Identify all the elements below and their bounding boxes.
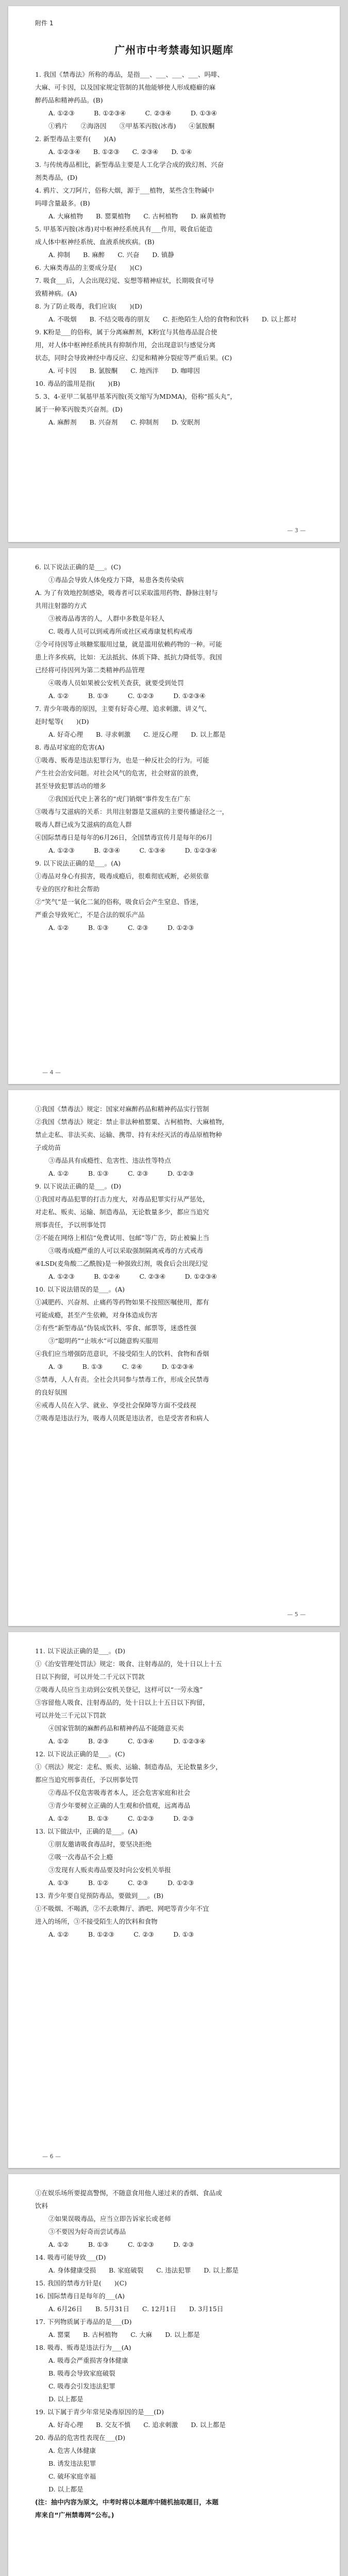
answer-options-line: ③不要因为好奇而尝试毒品 xyxy=(48,2228,126,2235)
question-text-line: 刑事责任，予以刑事处罚 xyxy=(35,1221,106,1229)
question-text-line: 14. 吸毒可能导致___(D) xyxy=(35,2253,106,2261)
answer-options-line: ②毒品不仅危害吸毒者本人，还会危害家庭和社会 xyxy=(48,1789,191,1797)
question-text-line: ①减肥药、兴奋剂、止痛药等药物如果不按照医嘱使用，都有 xyxy=(35,1298,209,1306)
page-2-body xyxy=(35,561,313,986)
answer-options-line: A. ①②③ B. ②③④ C. ①③④ D. ①②③④ xyxy=(48,846,217,854)
question-text-line: 都应当追究刑事责任，予以刑事处罚 xyxy=(35,1776,139,1784)
question-text-line: ①毒品对身心有损害，吸毒成瘾后，很难彻底戒断，必须依靠 xyxy=(35,872,209,880)
answer-options-line: A. 罂粟 B. 古柯植物 C. 大麻 D. 以上都是 xyxy=(48,2331,200,2338)
answer-options-line: A. 好奇心理 B. 交友不慎 C. 追求刺激 D. 以上都是 xyxy=(48,2421,226,2429)
answer-options-line: A. 危害人体健康 xyxy=(48,2447,96,2454)
question-text-line: 1. 我国《禁毒法》所称的毒品，是指___、___、___、___、吗啡、 xyxy=(35,71,224,78)
question-text-line: ②令可待因等止咳糖浆服用过量，就是滥用依赖药物的一种。可能 xyxy=(35,640,222,648)
answer-options-line: A. ①③ B. ①② C. ②③ D. ①②③ xyxy=(48,1879,194,1887)
annex-label: 附件 1 xyxy=(35,20,54,27)
question-text-line xyxy=(35,1992,313,2005)
question-text-line xyxy=(35,480,313,493)
question-text-line: 16. 国际禁毒日是每年的___(A) xyxy=(35,2292,125,2300)
answer-options-line: ①朋友邀请吸食毒品时，要坚决拒绝 xyxy=(48,1840,152,1848)
page-number: — 6 — xyxy=(42,2153,61,2160)
question-text-line: ②有些“新型毒品”伪装成饮料、零食、邮票等，迷惑性强 xyxy=(35,1324,196,1332)
question-text-line: 15. 我国的禁毒方针是( )(C) xyxy=(35,2279,127,2287)
question-text-line xyxy=(35,2044,313,2057)
question-text-line: 用，对人体中枢神经系统具有抑制作用，会出现意识与感觉分离 xyxy=(35,341,216,349)
question-text-line: 患上许多疾病，比如：无法抵抗、体质下降、抵抗力降低等。我国 xyxy=(35,653,222,661)
answer-options-line: A. 6月26日 B. 5月31日 C. 12月1日 D. 3月15日 xyxy=(48,2305,224,2313)
question-text-line: A. 为了有效地控制感染，吸毒者可以采取滥用药物、静脉注射与 xyxy=(35,589,218,597)
question-text-line: ①不吸烟、不喝酒，②不去歌舞厅、酒吧、网吧等青少年不宜 xyxy=(35,1905,209,1912)
question-text-line: 9. 以下说法正确的是___。(D) xyxy=(35,1182,121,1190)
question-text-line: 的良好氛围 xyxy=(35,1388,68,1396)
question-text-line xyxy=(35,1450,313,1463)
question-text-line: 大麻、可卡因，以及国家规定管制的其他能够使人形成瘾癖的麻 xyxy=(35,83,216,91)
page-number: — 3 — xyxy=(287,527,306,534)
question-text-line xyxy=(35,1502,313,1515)
question-text-line xyxy=(35,2521,313,2534)
page-1-body xyxy=(35,68,313,493)
answer-options-line: A. ①② B. ①③ C. ①②③ D. ②③ xyxy=(48,2241,194,2248)
answer-options-line: A. 不吸烟 B. 不结交吸毒的朋友 C. 拒绝陌生人给的食物和饮料 D. 以上都对 xyxy=(48,315,297,323)
question-text-line: 11. 以下说法正确的是___。(D) xyxy=(35,1647,125,1655)
question-text-line: 8. 为了防止吸毒，我们应该( )(D) xyxy=(35,302,142,310)
question-text-line: 18. 吸毒、贩毒是违法行为___(A) xyxy=(35,2344,131,2351)
question-text-line xyxy=(35,1954,313,1967)
question-text-line: 吸毒人群已成为艾滋病的高危人群 xyxy=(35,821,132,828)
question-text-line: 严重会导致死亡，不是合法的娱乐产品 xyxy=(35,911,145,919)
question-text-line: 9. K粉是___的俗称，属于分离麻醉剂，K粉宜与其他毒品混合使 xyxy=(35,328,218,336)
document-page-3 xyxy=(8,1090,340,1626)
page-5-body xyxy=(35,2187,313,2576)
question-text-line xyxy=(35,1463,313,1476)
page-number: — 4 — xyxy=(42,1069,61,1076)
question-text-line: 甚至导致犯罪活动的增多 xyxy=(35,782,106,790)
question-text-line: 属于一种苯丙胺类兴奋剂。(D) xyxy=(35,405,123,413)
answer-options-line: C. 吸毒人员可以到戒毒所或社区戒毒康复机构戒毒 xyxy=(48,628,193,635)
question-text-line xyxy=(35,442,313,454)
answer-options-line: ③青少年要树立正确的人生观和价值观，远离毒品 xyxy=(48,1802,191,1809)
question-text-line: 可能成瘾，甚至产生依赖，对身体造成伤害 xyxy=(35,1311,158,1319)
question-text-line xyxy=(35,2560,313,2573)
question-text-line: 吗啡含量最多。(B) xyxy=(35,199,90,207)
question-text-line: 共用注射器的方式 xyxy=(35,602,87,609)
document-page-2 xyxy=(8,548,340,1084)
question-text-line: 6. 以下说法正确的是___。(C) xyxy=(35,563,121,571)
question-text-line xyxy=(35,973,313,986)
answer-options-line: ②我国近代史上著名的“虎门销烟”事件发生在广东 xyxy=(48,795,191,803)
question-text-line xyxy=(35,454,313,467)
question-text-line: ②吸毒人员应当主动到公安机关登记，这样可以“一劳永逸” xyxy=(35,1686,203,1693)
question-text-line xyxy=(35,1515,313,1528)
question-text-line: 饮料 xyxy=(35,2202,48,2210)
answer-options-line: ①鸦片 ②海洛因 ③甲基苯丙胺(冰毒) ④氯胺酮 xyxy=(48,122,215,130)
question-text-line: 进入的场所，③不接受陌生人的饮料和食物 xyxy=(35,1918,158,1925)
question-text-line: ①我国《禁毒法》规定：国家对麻醉药品和精神药品实行管制 xyxy=(35,1105,209,1113)
answer-options-line: A. ①②③④ B. ①②③ C. ②③④ D. ①④ xyxy=(48,148,192,156)
question-text-line: 17. 下列物质属于毒品的是___(D) xyxy=(35,2318,132,2326)
answer-options-line: A. 好奇心理 B. 寻求刺激 C. 逆反心理 D. 以上都是 xyxy=(48,731,226,738)
question-text-line: ①《刑法》规定：走私、贩卖、运输、制造毒品，无论数量多少， xyxy=(35,1763,222,1771)
question-text-line xyxy=(35,2031,313,2044)
question-text-line: 产生社会治安问题。对社会风气的危害，社会财富的浪费， xyxy=(35,769,203,777)
question-text-line: ②不能在网络上相信“免费试用、包邮”等广告，防止被骗上当 xyxy=(35,1234,209,1242)
question-text-line: 专业的医疗和社会帮助 xyxy=(35,885,100,893)
answer-options-line: A. ①② B. ①③ C. ①②③ D. ②③ xyxy=(48,1815,194,1822)
question-text-line: 5. 3、4-亚甲二氧基甲基苯丙胺(英文缩写为MDMA)，俗称“摇头丸”， xyxy=(35,393,237,400)
question-text-line: ④LSD(麦角酸二乙酰胺)是一种强致幻剂，吸食后会出现幻觉 xyxy=(35,1260,208,1267)
question-text-line xyxy=(35,1979,313,1992)
question-text-line xyxy=(35,2534,313,2547)
question-text-line: 3. 与传统毒品相比，新型毒品主要是人工化学合成的致幻剂、兴奋 xyxy=(35,161,224,168)
page-3-body xyxy=(35,1103,313,1528)
question-text-line xyxy=(35,947,313,960)
answer-options-line: ①毒品会导致人体免疫力下降，易患各类传染病 xyxy=(48,576,184,584)
question-text-line: 7. 青少年吸毒的原因，主要有好奇心理、追求刺激、讲义气、 xyxy=(35,705,211,713)
question-text-line: 对走私、贩卖、运输、制造毒品，无论数量多少，都应当追究 xyxy=(35,1208,209,1216)
question-text-line: 状态，同时会导致神经中毒反应、幻觉和精神分裂症等严重后果。(C) xyxy=(35,354,232,362)
question-text-line: ⑤禁毒，人人有责。全社会共同参与禁毒工作，形成全民禁毒 xyxy=(35,1376,209,1383)
answer-options-line: A. ①② B. ①③ C. ②③ D. ①②③ xyxy=(48,1170,194,1177)
question-text-line: 7. 吸食___后，人会出现幻觉、妄想等精神症状，长期吸食可导 xyxy=(35,277,214,284)
question-text-line: 赶时髦等( )(D) xyxy=(35,718,89,725)
answer-options-line: D. 以上都是 xyxy=(48,2395,84,2403)
question-text-line: ⑦吸毒是违法行为，吸毒人员既是违法者，也是受害者和病人 xyxy=(35,1414,209,1422)
answer-options-line: A. 身体健康受损 B. 家庭破裂 C. 违法犯罪 D. 以上都是 xyxy=(48,2266,239,2274)
document-title: 广州市中考禁毒知识题库 xyxy=(114,44,234,56)
answer-options-line: A. ①②③ B. ①②③④ C. ②③④ D. ①③④ xyxy=(48,109,217,117)
question-text-line: ①我国对毒品犯罪的打击力度大，对毒品犯罪实行从严惩处， xyxy=(35,1195,209,1203)
question-text-line: 12. 以下说法正确的是___。(C) xyxy=(35,1750,125,1758)
question-text-line xyxy=(35,1425,313,1437)
question-text-line: ④国际禁毒日是每年的6月26日，全国禁毒宣传月是每年的6月 xyxy=(35,834,213,841)
question-text-line: 13. 以下做法中，正确的是___。(A) xyxy=(35,1827,138,1835)
question-text-line xyxy=(35,2018,313,2031)
question-text-line: 可以并处三千元以下罚款 xyxy=(35,1711,106,1719)
answer-options-line: A. ①② B. ②③ C. ①③④ D. ①②③④ xyxy=(48,1737,206,1745)
question-text-line xyxy=(35,1437,313,1450)
question-text-line: 8. 毒品对家庭的危害(A) xyxy=(35,743,105,751)
question-text-line: ①吸毒、贩毒是违法犯罪行为，也是一种反社会的行为。可能 xyxy=(35,756,209,764)
question-text-line: 致精神病。(A) xyxy=(35,290,77,297)
answer-options-line: ③吸毒成瘾严重的人可以采取强制隔离戒毒的方式戒毒 xyxy=(48,1247,204,1255)
answer-options-line: ③被毒品毒害的人，人群中多数是年轻人 xyxy=(48,615,165,622)
answer-options-line: C. 吸毒会引发违法犯罪 xyxy=(48,2382,115,2390)
page-number: — 5 — xyxy=(287,1611,306,1618)
answer-options-line: ④吸毒人员如果被公安机关查获，就要受到处罚 xyxy=(48,679,184,687)
question-text-line: 6. 大麻类毒品的主要成分是( )(C) xyxy=(35,264,142,272)
answer-options-line: A. 吸毒会严重损害身体健康 xyxy=(48,2357,128,2364)
question-text-line: 禁止走私、非法买卖、运输、携带、持有未经灭活的毒品原植物种 xyxy=(35,1131,222,1139)
question-text-line: 19. 以下属于青少年常见染毒原因的是___(D) xyxy=(35,2408,164,2416)
question-text-line: 9. 以下说法正确的是___。(A) xyxy=(35,859,121,867)
question-text-line xyxy=(35,960,313,973)
answer-options-line: ④国家管制的麻醉药品和精神药品不能随意买卖 xyxy=(48,1724,184,1732)
answer-options-line: A. 抑制 B. 麻醉 C. 兴奋 D. 镇静 xyxy=(48,251,174,259)
answer-options-line: ③毒品具有成瘾性、危害性、违法性等特点 xyxy=(48,1157,171,1164)
question-text-line: 醉药品和精神药品。(B) xyxy=(35,96,103,104)
question-text-line: ①《治安管理处罚法》规定：吸食、注射毒品的，处十日以上十五 xyxy=(35,1660,222,1668)
question-text-line: ⑥戒毒人员在入学、就业、享受社会保障等方面不受歧视 xyxy=(35,1401,196,1409)
question-text-line: ④我们应当增强防范意识，不接受陌生人的饮料、食物和香烟 xyxy=(35,1350,209,1358)
document-page-5 xyxy=(8,2174,340,2576)
question-text-line xyxy=(35,1489,313,1502)
answer-options-line: A. ③ B. ①③ C. ②④ D. ①②③④ xyxy=(48,1363,194,1370)
question-text-line: 4. 鸦片、文刀阿片，俗称大烟，源于___植物，某些含生物碱中 xyxy=(35,187,214,194)
answer-options-line: B. 诱发违法犯罪 xyxy=(48,2460,96,2467)
answer-options-line: A. 麻醉剂 B. 兴奋剂 C. 抑制剂 D. 安眠剂 xyxy=(48,418,200,426)
question-text-line: ③吸毒与艾滋病的关系：共用注射器是艾滋病的主要传播途径之一， xyxy=(35,808,229,816)
question-text-line: 5. 甲基苯丙胺(冰毒)对中枢神经系统具有___作用，吸食后能造 xyxy=(35,225,213,233)
answer-options-line: D. 以上都是 xyxy=(48,2485,84,2493)
question-text-line: 13. 青少年要自觉预防毒品，要做到___。(B) xyxy=(35,1892,164,1900)
document-page-4 xyxy=(8,1632,340,2168)
question-text-line: ②我国《禁毒法》规定：禁止非法种植罂粟、古柯植物、大麻植物， xyxy=(35,1118,229,1126)
question-text-line: 日以下拘留，可以并处二千元以下罚款 xyxy=(35,1673,145,1681)
page-4-body xyxy=(35,1645,313,2070)
footnote-line: 库来自“广州禁毒网”公布。) xyxy=(35,2511,114,2519)
question-text-line xyxy=(35,2547,313,2560)
question-text-line: 子或幼苗 xyxy=(35,1144,61,1151)
answer-options-line: A. 可卡因 B. 氯胺酮 C. 地西泮 D. 咖啡因 xyxy=(48,367,200,375)
answer-options-line: B. 吸毒会导致家庭破裂 xyxy=(48,2369,115,2377)
question-text-line: ③容留他人吸食、注射毒品的，处十日以上十五日以下拘留， xyxy=(35,1699,209,1706)
answer-options-line: ③“聪明药”“止咳水”可以随意购买服用 xyxy=(48,1337,159,1345)
question-text-line: 成人体中枢神经系统、血液系统疾病。(B) xyxy=(35,238,155,246)
question-text-line xyxy=(35,1476,313,1489)
question-text-line: ②“笑气”是一氧化二氮的俗称，吸食后会产生窒息、昏迷， xyxy=(35,898,203,906)
question-text-line xyxy=(35,1941,313,1954)
answer-options-line: A. ①② B. ①③ C. ①②③ D. ①②③④ xyxy=(48,692,206,700)
question-text-line xyxy=(35,934,313,947)
answer-options-line: A. ①②③ B. ①②④ C. ②③④ D. ①②③④ xyxy=(48,1273,217,1280)
question-text-line: ①在娱乐场所要提高警惕，不随意食用他人递过来的香烟、食品或 xyxy=(35,2189,222,2197)
answer-options-line: ②吸一次毒品不会上瘾 xyxy=(48,1853,113,1861)
document-page-1 xyxy=(8,6,340,542)
question-text-line: 剂类毒品，(D) xyxy=(35,174,78,181)
answer-options-line: A. 大麻植物 B. 罂粟植物 C. 古柯植物 D. 麻黄植物 xyxy=(48,212,226,220)
question-text-line: 20. 毒品的危害性表现在___(D) xyxy=(35,2434,125,2442)
answer-options-line: A. ①② B. ①②③ C. ②③ D. ①③ xyxy=(48,1930,194,1938)
answer-options-line: A. ①② B. ①③ C. ②③ D. ①②③ xyxy=(48,924,194,931)
question-text-line: 10. 毒品的滥用是指( )(B) xyxy=(35,380,121,387)
question-text-line xyxy=(35,2573,313,2576)
question-text-line xyxy=(35,2057,313,2070)
question-text-line: 10. 以下说法错误的是___。(A) xyxy=(35,1285,125,1293)
answer-options-line: C. 破坏家庭幸福 xyxy=(48,2472,96,2480)
answer-options-line: ③发现有人贩卖毒品要及时向公安机关举报 xyxy=(48,1866,171,1874)
question-text-line xyxy=(35,2005,313,2018)
question-text-line xyxy=(35,467,313,480)
footnote-line: (注：抽中内容为原文，中考时将以本题库中随机抽取题目，本题 xyxy=(35,2498,219,2506)
question-text-line: 已经将可待因列为第二类精神药品管理 xyxy=(35,666,145,674)
question-text-line xyxy=(35,1967,313,1979)
answer-options-line: ②如果误吸毒品，应当立即告诉家长或老师 xyxy=(48,2215,171,2223)
question-text-line xyxy=(35,429,313,442)
question-text-line: 2. 新型毒品主要有( )(A) xyxy=(35,135,116,143)
